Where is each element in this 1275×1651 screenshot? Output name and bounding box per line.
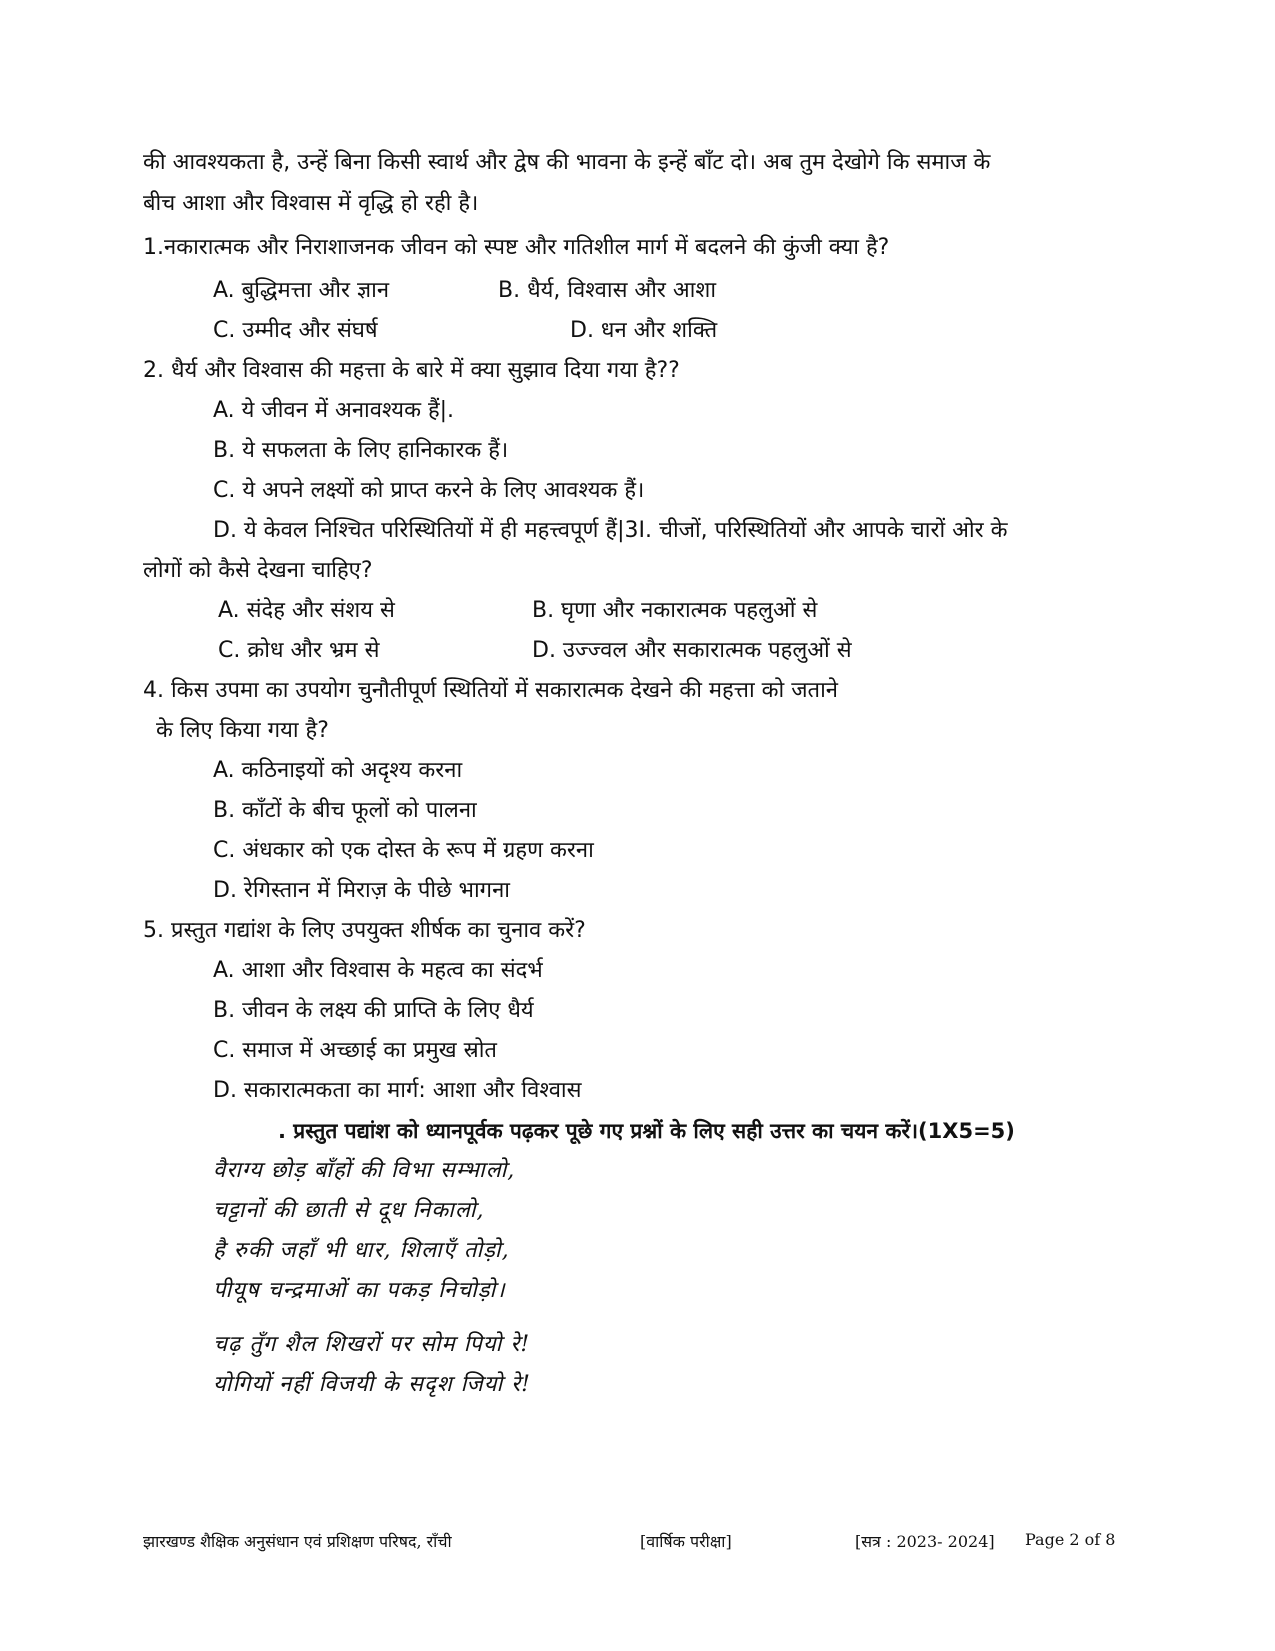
footer-organization: झारखण्ड शैक्षिक अनुसंधान एवं प्रशिक्षण परिषद, राँची (143, 1532, 452, 1551)
q1-option-a: A. बुद्धिमत्ता और ज्ञान (213, 278, 390, 303)
question-5: 5. प्रस्तुत गद्यांश के लिए उपयुक्त शीर्षक का चुनाव करें? (143, 918, 586, 943)
poem-line: है रुकी जहाँ भी धार, शिलाएँ तोड़ो, (213, 1238, 510, 1263)
q3-option-a: A. संदेह और संशय से (218, 598, 395, 623)
q2-option-d: D. ये केवल निश्चित परिस्थितियों में ही महत्त्वपूर्ण हैं|3I. चीजों, परिस्थितियों और आपके चारों ओर के (213, 518, 1008, 543)
poem-line: वैराग्य छोड़ बाँहों की विभा सम्भालो, (213, 1158, 516, 1183)
q3-option-b: B. घृणा और नकारात्मक पहलुओं से (532, 598, 818, 623)
q4-option-b: B. काँटों के बीच फूलों को पालना (213, 798, 477, 823)
q1-option-c: C. उम्मीद और संघर्ष (213, 318, 378, 343)
q2-option-c: C. ये अपने लक्ष्यों को प्राप्त करने के लिए आवश्यक हैं। (213, 478, 645, 503)
q4-option-c: C. अंधकार को एक दोस्त के रूप में ग्रहण करना (213, 838, 594, 863)
footer-session: [सत्र : 2023- 2024] (855, 1532, 995, 1551)
section-heading: . प्रस्तुत पद्यांश को ध्यानपूर्वक पढ़कर पूछे गए प्रश्नों के लिए सही उत्तर का चयन करें।(1X5=5) (278, 1119, 1015, 1143)
q5-option-b: B. जीवन के लक्ष्य की प्राप्ति के लिए धैर्य (213, 998, 534, 1023)
poem-line: चढ़ तुँग शैल शिखरों पर सोम पियो रे! (213, 1332, 531, 1357)
q4-option-d: D. रेगिस्तान में मिराज़ के पीछे भागना (213, 878, 510, 903)
q1-option-d: D. धन और शक्ति (570, 318, 718, 343)
q5-option-a: A. आशा और विश्वास के महत्व का संदर्भ (213, 958, 543, 983)
question-1: 1.नकारात्मक और निराशाजनक जीवन को स्पष्ट और गतिशील मार्ग में बदलने की कुंजी क्या है? (143, 235, 890, 260)
poem-line: चट्टानों की छाती से दूध निकालो, (213, 1198, 485, 1223)
question-3: लोगों को कैसे देखना चाहिए? (143, 558, 373, 583)
q3-option-d: D. उज्ज्वल और सकारात्मक पहलुओं से (532, 638, 852, 663)
q1-option-b: B. धैर्य, विश्वास और आशा (498, 278, 717, 303)
question-4: 4. किस उपमा का उपयोग चुनौतीपूर्ण स्थितियों में सकारात्मक देखने की महत्ता को जताने (143, 678, 838, 703)
question-2: 2. धैर्य और विश्वास की महत्ता के बारे में क्या सुझाव दिया गया है?? (143, 358, 680, 383)
passage-line: बीच आशा और विश्वास में वृद्धि हो रही है। (143, 191, 479, 216)
footer-page-number: Page 2 of 8 (1025, 1530, 1116, 1549)
q4-option-a: A. कठिनाइयों को अदृश्य करना (213, 758, 463, 783)
footer-exam: [वार्षिक परीक्षा] (640, 1532, 732, 1551)
poem-line: पीयूष चन्द्रमाओं का पकड़ निचोड़ो। (213, 1278, 506, 1303)
poem-line: योगियों नहीं विजयी के सदृश जियो रे! (213, 1372, 531, 1397)
q5-option-d: D. सकारात्मकता का मार्ग: आशा और विश्वास (213, 1078, 582, 1103)
passage-line: की आवश्यकता है, उन्हें बिना किसी स्वार्थ और द्वेष की भावना के इन्हें बाँट दो। अब तुम देखोगे कि समाज के (143, 150, 991, 175)
question-4-cont: के लिए किया गया है? (156, 718, 329, 743)
q5-option-c: C. समाज में अच्छाई का प्रमुख स्रोत (213, 1038, 497, 1063)
q3-option-c: C. क्रोध और भ्रम से (218, 638, 380, 663)
q2-option-b: B. ये सफलता के लिए हानिकारक हैं। (213, 438, 509, 463)
q2-option-a: A. ये जीवन में अनावश्यक हैं|. (213, 398, 455, 423)
